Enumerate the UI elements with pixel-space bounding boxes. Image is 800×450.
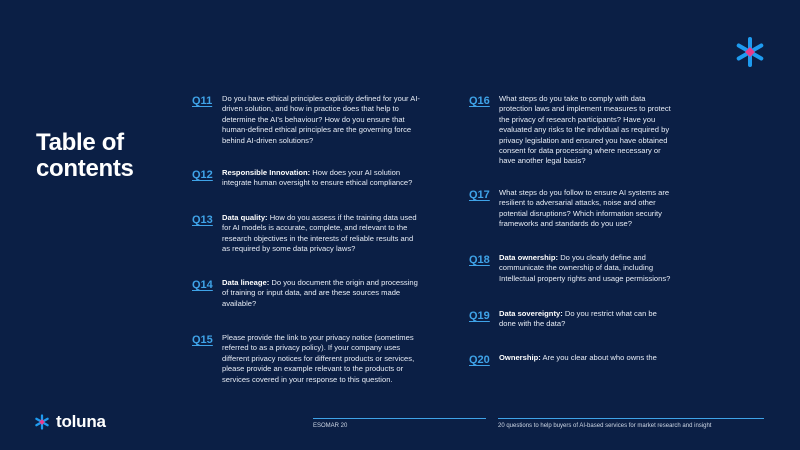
toc-item-q13[interactable]: [192, 213, 420, 255]
toc-item-q16[interactable]: [469, 94, 675, 167]
question-number-link[interactable]: Q19: [469, 310, 490, 322]
question-text: Data lineage: Do you document the origin and processing of training or input data, and are these sources made available?: [222, 278, 418, 308]
brand-name: toluna: [56, 412, 106, 431]
question-text: Data ownership: Do you clearly define and communicate the ownership of data, including Intellectual property rights and usage permissions?: [499, 253, 671, 283]
question-number-link[interactable]: Q18: [469, 254, 490, 266]
page-title: Table of contents: [36, 129, 134, 182]
question-text: Ownership: Are you clear about who owns the: [499, 353, 657, 362]
toc-item-q11[interactable]: [192, 94, 420, 146]
question-number-link[interactable]: Q15: [192, 334, 213, 346]
toc-item-q15[interactable]: [192, 333, 420, 385]
question-number-link[interactable]: Q17: [469, 189, 490, 201]
question-number-link[interactable]: Q20: [469, 354, 490, 366]
toc-item-q14[interactable]: [192, 278, 420, 309]
question-number-link[interactable]: Q11: [192, 95, 213, 107]
toluna-logo-small-icon: [34, 414, 50, 430]
toc-item-q12[interactable]: [192, 168, 420, 189]
toc-item-q18[interactable]: [469, 253, 675, 284]
question-text: Data quality: How do you assess if the training data used for AI models is accurate, complete, and relevant to the research objectives in the interests of reliable results and as required by some data privacy laws?: [222, 213, 417, 254]
question-text: What steps do you take to comply with data protection laws and implement measures to protect the privacy of research participants? Have you evaluated any risks to the individual as required by privacy legislation and ensured you have obtained consent for data processing where necessary or have another legal basis?: [499, 94, 671, 166]
footer-divider-left: [313, 418, 486, 419]
question-number-link[interactable]: Q16: [469, 95, 490, 107]
question-text: Do you have ethical principles explicitly defined for your AI-driven solution, and how in practice does that help to determine the AI’s behaviour? How do you ensure that human-defined ethical principles are the governing force behind AI-driven solutions?: [222, 94, 420, 145]
question-text: Responsible Innovation: How does your AI solution integrate human oversight to ensure ethical compliance?: [222, 168, 413, 188]
footer-divider-right: [498, 418, 764, 419]
question-number-link[interactable]: Q12: [192, 169, 213, 181]
question-text: Data sovereignty: Do you restrict what can be done with the data?: [499, 309, 657, 329]
toc-item-q19[interactable]: [469, 309, 675, 330]
question-text: What steps do you follow to ensure AI systems are resilient to adversarial attacks, noise and other potential disruptions? Which information security frameworks and standards do you use?: [499, 188, 670, 229]
footer-left-text: ESOMAR 20: [313, 423, 348, 429]
toc-item-q17[interactable]: [469, 188, 675, 230]
question-number-link[interactable]: Q13: [192, 214, 213, 226]
brand-logo: [34, 412, 106, 432]
footer-right-text: 20 questions to help buyers of AI-based services for market research and insight: [498, 423, 712, 429]
toc-item-q20[interactable]: [469, 353, 675, 366]
question-number-link[interactable]: Q14: [192, 279, 213, 291]
question-text: Please provide the link to your privacy notice (sometimes referred to as a privacy policy). If your company uses different privacy notices for different products or services, please provide an example relevant to the products or services covered in your response to this question.: [222, 333, 415, 384]
toluna-logo-icon: [734, 36, 766, 68]
